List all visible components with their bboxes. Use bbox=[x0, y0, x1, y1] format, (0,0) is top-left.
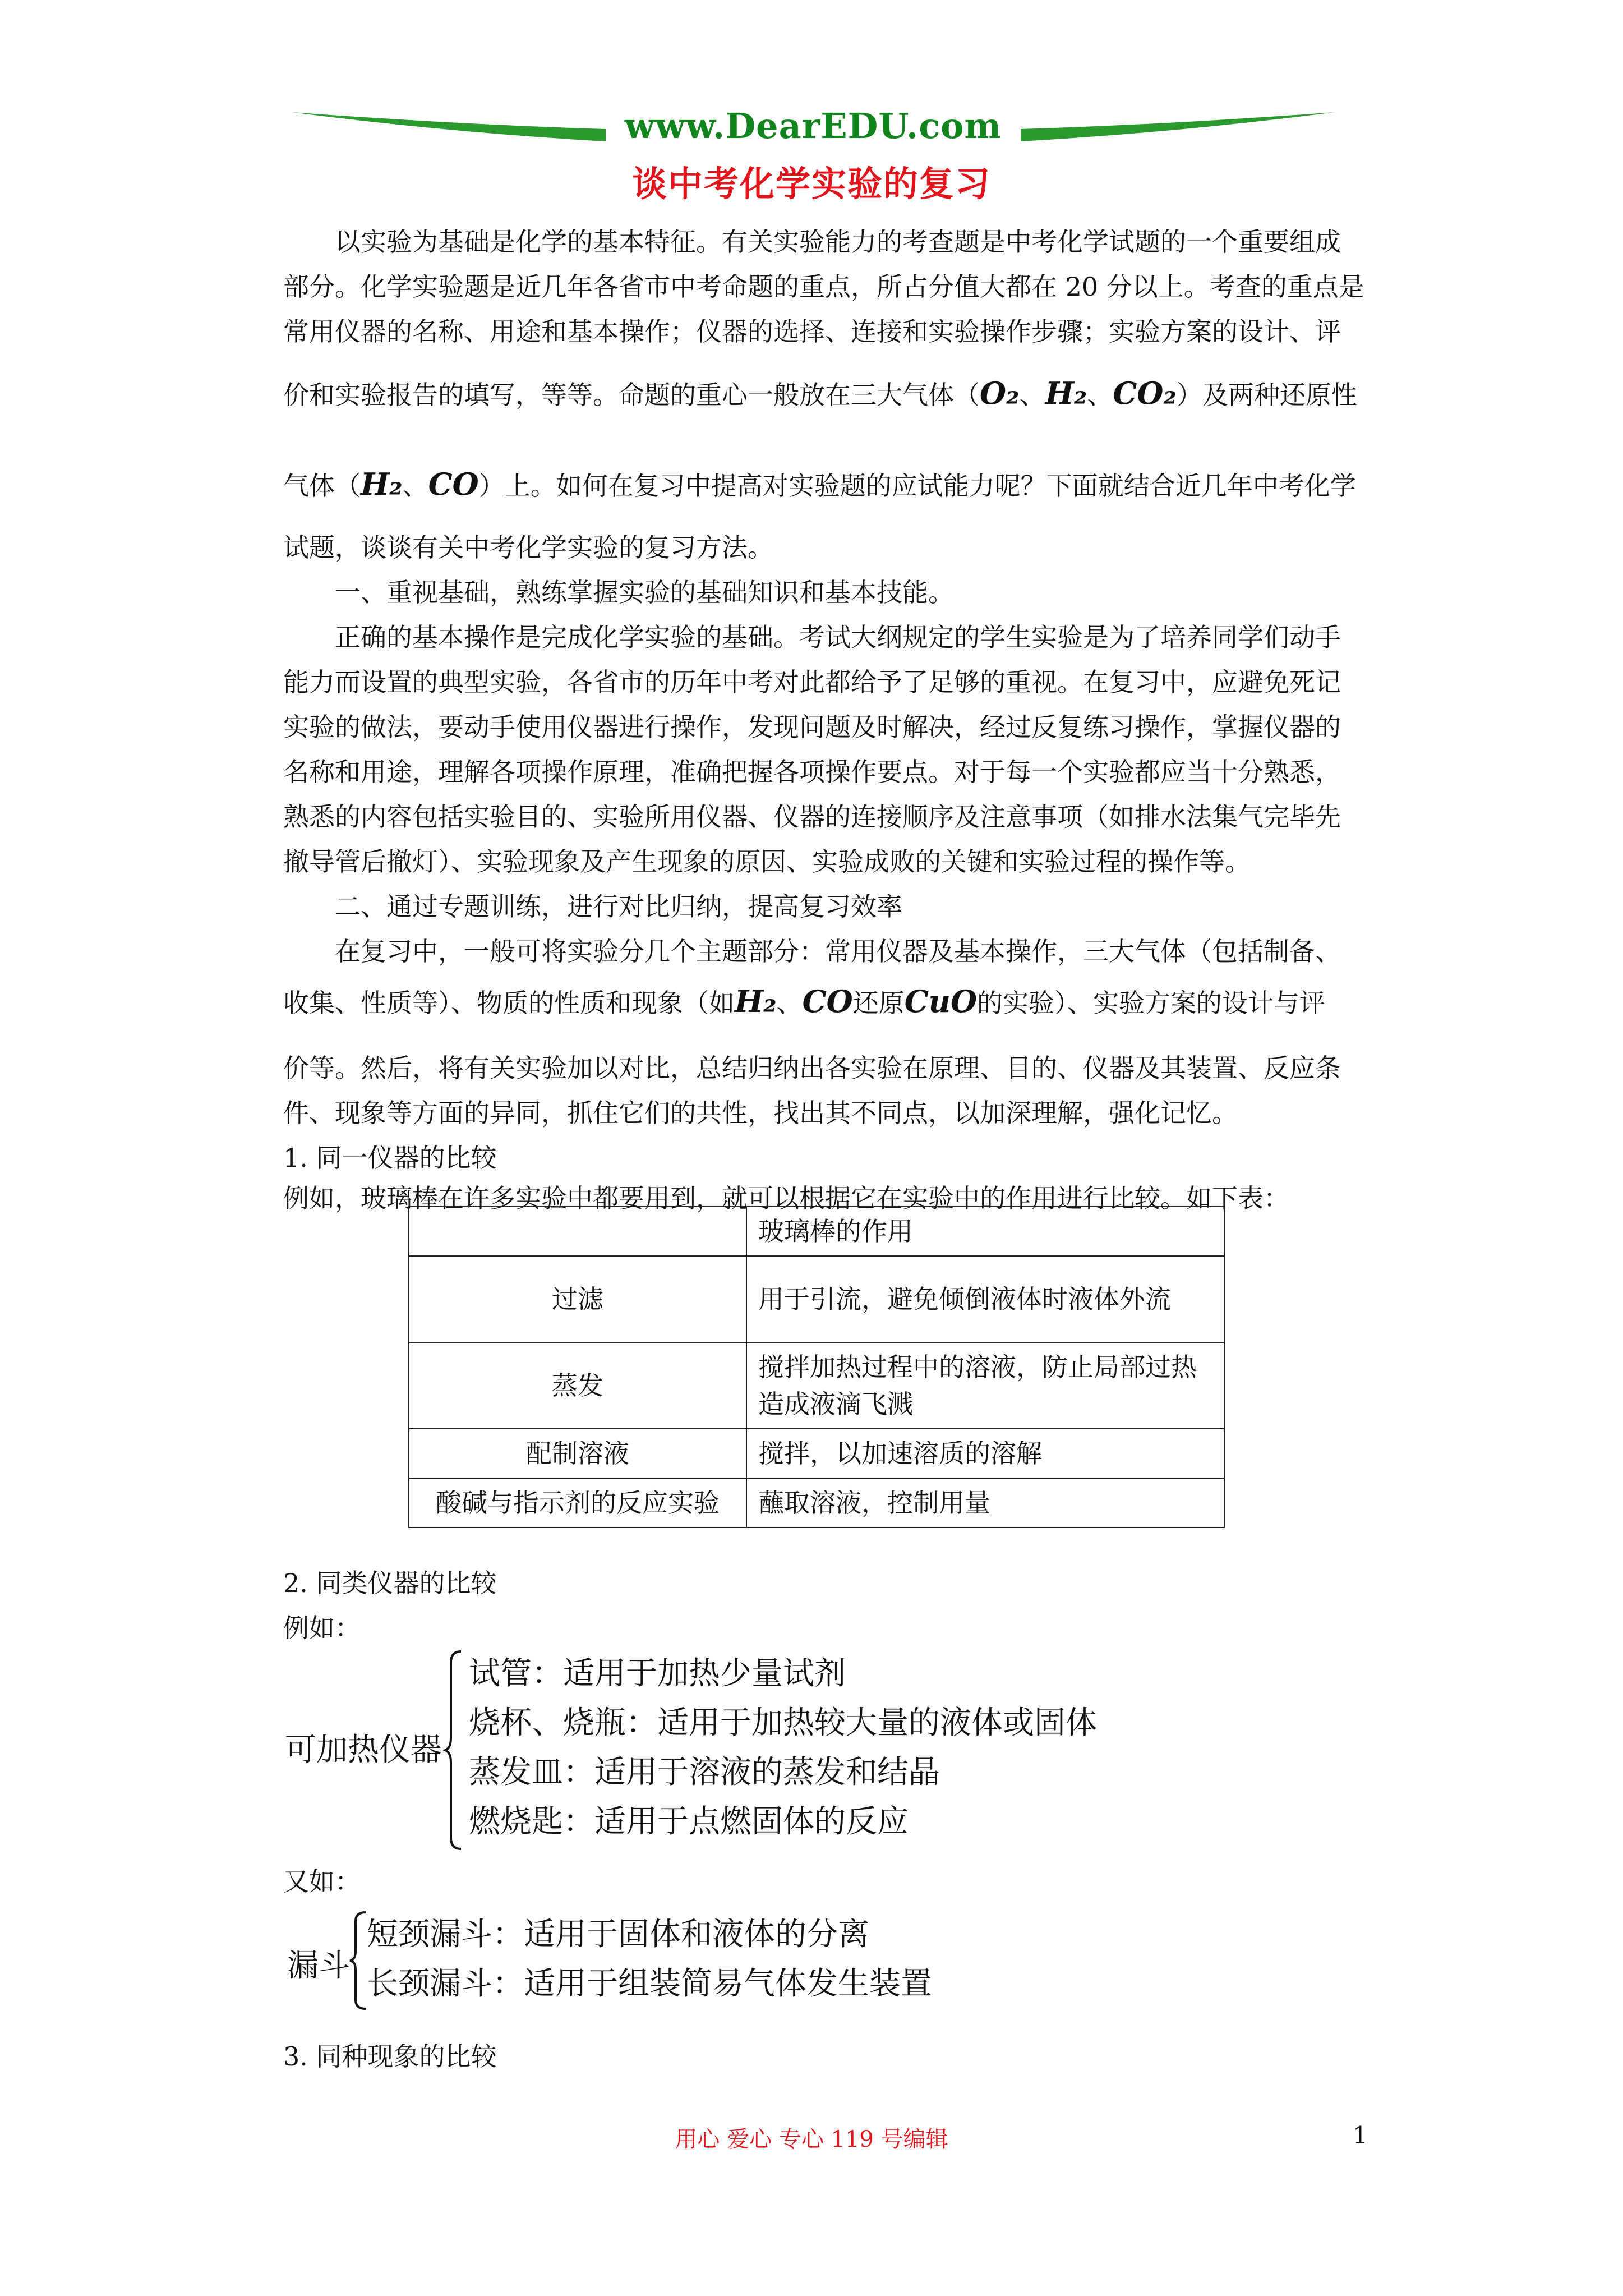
formula-co2: CO₂ bbox=[1113, 375, 1177, 411]
section2-text: 的实验）、实验方案的设计与评 bbox=[976, 988, 1325, 1018]
list-item: 长颈漏斗：适用于组装简易气体发生装置 bbox=[367, 1966, 932, 2002]
example-label: 例如： bbox=[283, 1613, 361, 1643]
formula-cuo: CuO bbox=[904, 983, 977, 1019]
intro-text: ）上。如何在复习中提高对实验题的应试能力呢？下面就结合近几年中考化学 bbox=[478, 471, 1356, 501]
section1-line: 撤导管后撤灯）、实验现象及产生现象的原因、实验成败的关键和实验过程的操作等。 bbox=[283, 846, 1251, 877]
section1-line: 名称和用途，理解各项操作原理，准确把握各项操作要点。对于每一个实验都应当十分熟悉， bbox=[283, 757, 1341, 787]
table-row bbox=[409, 1256, 1224, 1342]
section2-line: 在复习中，一般可将实验分几个主题部分：常用仪器及基本操作，三大气体（包括制备、 bbox=[335, 936, 1341, 967]
section-heading: 一、重视基础，熟练掌握实验的基础知识和基本技能。 bbox=[335, 577, 954, 608]
table-cell: 用于引流，避免倾倒液体时液体外流 bbox=[746, 1256, 1224, 1342]
section1-line: 正确的基本操作是完成化学实验的基础。考试大纲规定的学生实验是为了培养同学们动手 bbox=[335, 622, 1341, 652]
table-cell: 搅拌加热过程中的溶液，防止局部过热造成液滴飞溅 bbox=[746, 1342, 1224, 1429]
heatable-list bbox=[469, 1649, 1097, 1847]
intro-line: 以实验为基础是化学的基本特征。有关实验能力的考查题是中考化学试题的一个重要组成 bbox=[335, 227, 1341, 257]
section1-line: 熟悉的内容包括实验目的、实验所用仪器、仪器的连接顺序及注意事项（如排水法集气完毕先 bbox=[283, 802, 1341, 832]
formula-o2: O₂ bbox=[980, 375, 1020, 411]
page-title: 谈中考化学实验的复习 bbox=[631, 163, 991, 204]
subsection-heading: 2. 同类仪器的比较 bbox=[283, 1568, 497, 1598]
formula-co: CO bbox=[428, 466, 479, 502]
section2-text: 收集、性质等）、物质的性质和现象（如 bbox=[283, 988, 735, 1018]
table-cell: 蘸取溶液，控制用量 bbox=[746, 1478, 1224, 1527]
formula-h2: H₂ bbox=[735, 983, 777, 1019]
brace-label-funnel: 漏斗 bbox=[287, 1948, 350, 1984]
table-cell: 搅拌，以加速溶质的溶解 bbox=[746, 1429, 1224, 1478]
example-label: 又如： bbox=[283, 1866, 361, 1897]
table-row bbox=[409, 1429, 1224, 1478]
subsection-heading: 1. 同一仪器的比较 bbox=[283, 1143, 497, 1173]
table-cell: 酸碱与指示剂的反应实验 bbox=[409, 1478, 746, 1527]
table-cell: 蒸发 bbox=[409, 1342, 746, 1429]
separator: 、 bbox=[1019, 380, 1045, 410]
brace-icon bbox=[443, 1649, 465, 1851]
page-footer: 用心 爱心 专心 119 号编辑 bbox=[675, 2127, 948, 2152]
table-row bbox=[409, 1342, 1224, 1429]
list-item: 试管：适用于加热少量试剂 bbox=[469, 1655, 846, 1692]
subsection-heading: 3. 同种现象的比较 bbox=[283, 2041, 497, 2072]
section2-text: 还原 bbox=[852, 988, 905, 1018]
page-number: 1 bbox=[1353, 2122, 1368, 2149]
formula-co: CO bbox=[802, 983, 853, 1019]
intro-text: 价和实验报告的填写，等等。命题的重心一般放在三大气体（ bbox=[283, 380, 980, 410]
formula-h2: H₂ bbox=[361, 466, 403, 502]
section-heading: 二、通过专题训练，进行对比归纳，提高复习效率 bbox=[335, 891, 902, 922]
brace-label-heatable: 可加热仪器 bbox=[285, 1732, 442, 1768]
glass-rod-table bbox=[408, 1206, 1225, 1528]
site-url[interactable]: www.DearEDU.com bbox=[624, 105, 1002, 146]
intro-line: 部分。化学实验题是近几年各省市中考命题的重点，所占分值大都在 20 分以上。考查的重点是 bbox=[283, 272, 1364, 302]
intro-text: ）及两种还原性 bbox=[1177, 380, 1358, 410]
funnel-list bbox=[367, 1910, 932, 2009]
table-header-cell: 玻璃棒的作用 bbox=[746, 1207, 1224, 1256]
table-row bbox=[409, 1478, 1224, 1527]
section1-line: 能力而设置的典型实验，各省市的历年中考对此都给予了足够的重视。在复习中，应避免死记 bbox=[283, 667, 1341, 697]
table-cell: 过滤 bbox=[409, 1256, 746, 1342]
separator: 、 bbox=[1087, 380, 1113, 410]
separator: 、 bbox=[776, 988, 803, 1018]
intro-line: 试题，谈谈有关中考化学实验的复习方法。 bbox=[283, 532, 773, 563]
sub1-text: 例如，玻璃棒在许多实验中都要用到，就可以根据它在实验中的作用进行比较。如下表： bbox=[283, 1183, 1289, 1213]
table-header-row bbox=[409, 1207, 1224, 1256]
intro-line-reducing bbox=[283, 466, 1356, 503]
intro-line-gases bbox=[283, 375, 1357, 412]
list-item: 燃烧匙：适用于点燃固体的反应 bbox=[469, 1803, 909, 1840]
list-item: 短颈漏斗：适用于固体和液体的分离 bbox=[367, 1916, 869, 1953]
section2-line-formulas bbox=[283, 983, 1325, 1020]
section1-line: 实验的做法，要动手使用仪器进行操作，发现问题及时解决，经过反复练习操作，掌握仪器的 bbox=[283, 712, 1341, 742]
section2-line: 价等。然后，将有关实验加以对比，总结归纳出各实验在原理、目的、仪器及其装置、反应条 bbox=[283, 1053, 1341, 1083]
separator: 、 bbox=[402, 471, 428, 501]
intro-text: 气体（ bbox=[283, 471, 361, 501]
list-item: 烧杯、烧瓶：适用于加热较大量的液体或固体 bbox=[469, 1705, 1097, 1741]
intro-line: 常用仪器的名称、用途和基本操作；仪器的选择、连接和实验操作步骤；实验方案的设计、评 bbox=[283, 316, 1341, 347]
table-header-cell bbox=[409, 1207, 746, 1256]
formula-h2: H₂ bbox=[1045, 375, 1087, 411]
section2-line: 件、现象等方面的异同，抓住它们的共性，找出其不同点，以加深理解，强化记忆。 bbox=[283, 1098, 1238, 1128]
table-cell: 配制溶液 bbox=[409, 1429, 746, 1478]
list-item: 蒸发皿：适用于溶液的蒸发和结晶 bbox=[469, 1754, 940, 1791]
